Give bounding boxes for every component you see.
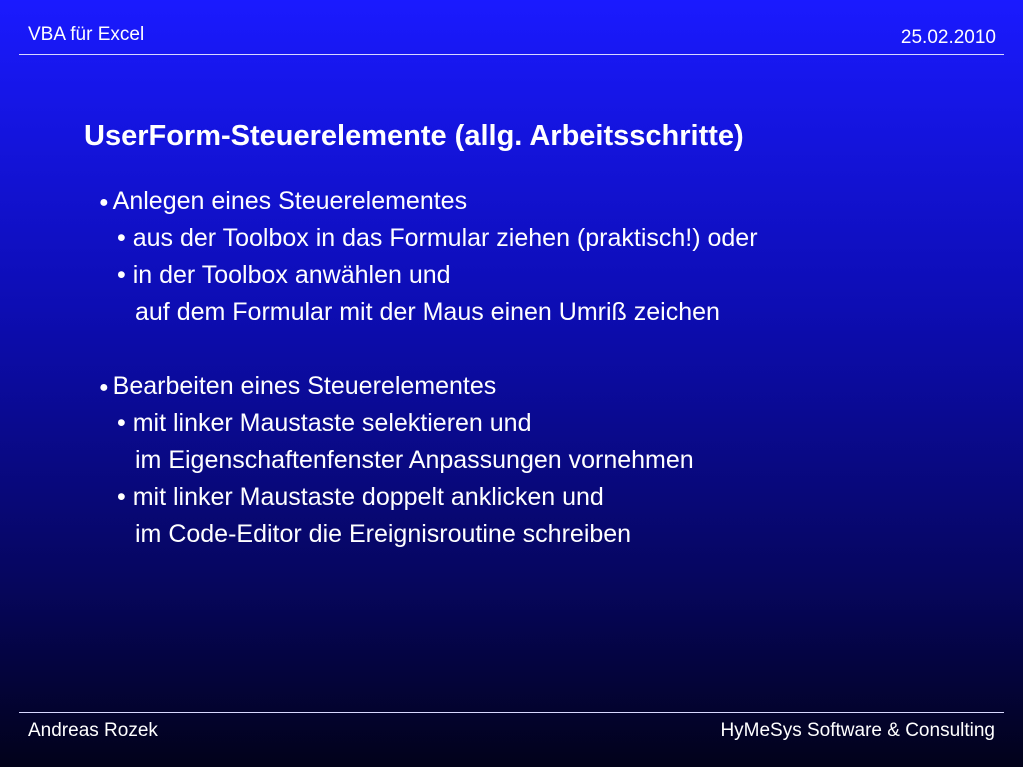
list-item: • in der Toolbox anwählen und: [117, 261, 451, 289]
header-date: 25.02.2010: [900, 27, 996, 48]
section-heading-text: Anlegen eines Steuerelementes: [112, 187, 468, 215]
footer-divider: [19, 712, 1004, 713]
list-item-continuation: im Code-Editor die Ereignisroutine schreiben: [135, 520, 632, 548]
list-item: • aus der Toolbox in das Formular ziehen (praktisch!) oder: [117, 224, 758, 252]
list-item: • mit linker Maustaste selektieren und: [117, 409, 532, 437]
footer-company: HyMeSys Software & Consulting: [720, 720, 995, 741]
section-spacer: [99, 331, 758, 368]
list-item: • mit linker Maustaste doppelt anklicken und: [117, 483, 604, 511]
bullet-icon: ●: [99, 379, 109, 396]
footer-author: Andreas Rozek: [28, 720, 158, 741]
section-heading: [99, 368, 758, 405]
slide-title: UserForm-Steuerelemente (allg. Arbeitsschritte): [84, 120, 744, 152]
section-heading-text: Bearbeiten eines Steuerelementes: [112, 372, 497, 400]
list-item-continuation: im Eigenschaftenfenster Anpassungen vornehmen: [135, 446, 694, 474]
slide-content: [99, 183, 758, 553]
list-item-continuation: auf dem Formular mit der Maus einen Umriß zeichen: [135, 298, 720, 326]
header-divider: [19, 54, 1004, 55]
header-course-title: VBA für Excel: [28, 24, 145, 45]
bullet-icon: ●: [99, 194, 109, 211]
section-heading: [99, 183, 758, 220]
